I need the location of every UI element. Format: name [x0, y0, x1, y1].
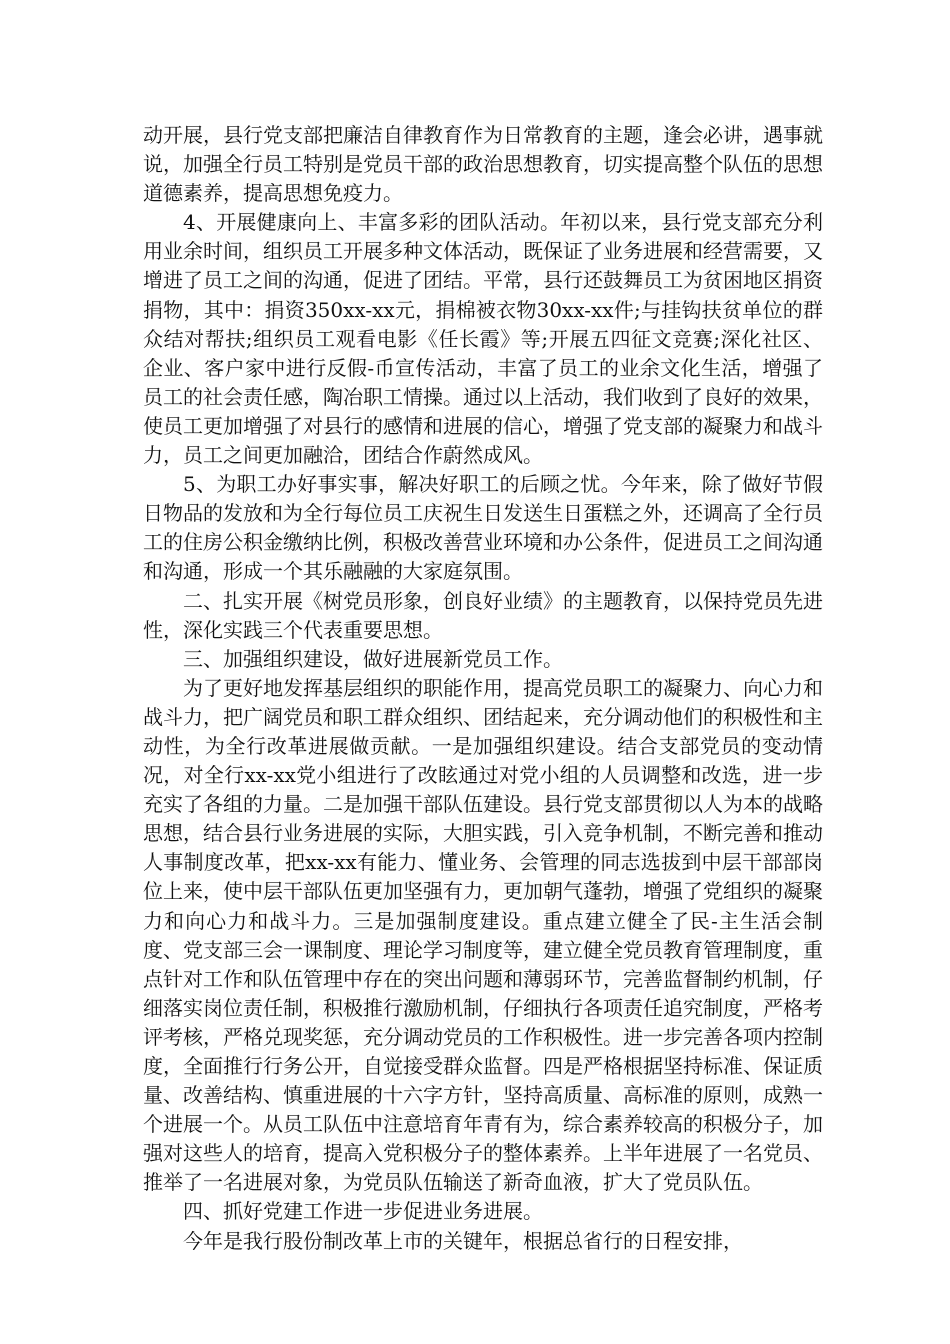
paragraph-4: 二、扎实开展《树党员形象，创良好业绩》的主题教育，以保持党员先进性，深化实践三个代表重要思想。 — [143, 588, 823, 642]
paragraph-7: 四、抓好党建工作进一步促进业务进展。 — [183, 1199, 543, 1224]
paragraph-3: 5、为职工办好事实事，解决好职工的后顾之忧。今年来，除了做好节假日物品的发放和为全行每位员工庆祝生日发送生日蛋糕之外，还调高了全行员工的住房公积金缴纳比例，积极改善营业环境和办公条件，促进员工之间沟通和沟通，形成一个其乐融融的大家庭氛围。 — [143, 472, 823, 584]
paragraph-1: 动开展，县行党支部把廉洁自律教育作为日常教育的主题，逢会必讲，遇事就说，加强全行员工特别是党员干部的政治思想教育，切实提高整个队伍的思想道德素养，提高思想免疫力。 — [143, 123, 823, 206]
paragraph-6: 为了更好地发挥基层组织的职能作用，提高党员职工的凝聚力、向心力和战斗力，把广阔党员和职工群众组织、团结起来，充分调动他们的积极性和主动性，为全行改革进展做贡献。一是加强组织建设。结合支部党员的变动情况，对全行xx-xx党小组进行了改眩通过对党小组的人员调整和改选，进一步充实了各组的力量。二是加强干部队伍建设。县行党支部贯彻以人为本的战略思想，结合县行业务进展的实际，大胆实践，引入竞争机制，不断完善和推动人事制度改革，把xx-xx有能力、懂业务、会管理的同志选拔到中层干部部岗位上来，使中层干部队伍更加坚强有力，更加朝气蓬勃，增强了党组织的凝聚力和向心力和战斗力。三是加强制度建设。重点建立健全了民-主生活会制度、党支部三会一课制度、理论学习制度等，建立健全党员教育管理制度，重点针对工作和队伍管理中存在的突出问题和薄弱环节，完善监督制约机制，仔细落实岗位责任制，积极推行激励机制，仔细执行各项责任追究制度，严格考评考核，严格兑现奖惩，充分调动党员的工作积极性。进一步完善各项内控制度，全面推行行务公开，自觉接受群众监督。四是严格根据坚持标准、保证质量、改善结构、慎重进展的十六字方针，坚持高质量、高标准的原则，成熟一个进展一个。从员工队伍中注意培育年青有为，综合素养较高的积极分子，加强对这些人的培育，提高入党积极分子的整体素养。上半年进展了一名党员、推举了一名进展对象，为党员队伍输送了新奇血液，扩大了党员队伍。 — [143, 675, 823, 1195]
paragraph-8: 今年是我行股份制改革上市的关键年，根据总省行的日程安排， — [183, 1228, 743, 1253]
paragraph-2: 4、开展健康向上、丰富多彩的团队活动。年初以来，县行党支部充分利用业余时间，组织员工开展多种文体活动，既保证了业务进展和经营需要，又增进了员工之间的沟通，促进了团结。平常，县行还鼓舞员工为贫困地区捐资捐物，其中：捐资350xx-xx元，捐棉被衣物30xx-xx件;与挂钩扶贫单位的群众结对帮扶;组织员工观看电影《任长霞》等;开展五四征文竞赛;深化社区、企业、客户家中进行反假-币宣传活动，丰富了员工的业余文化生活，增强了员工的社会责任感，陶冶职工情操。通过以上活动，我们收到了良好的效果，使员工更加增强了对县行的感情和进展的信心，增强了党支部的凝聚力和战斗力，员工之间更加融洽，团结合作蔚然成风。 — [143, 210, 823, 468]
document-body — [143, 121, 823, 1256]
paragraph-5: 三、加强组织建设，做好进展新党员工作。 — [183, 646, 563, 671]
